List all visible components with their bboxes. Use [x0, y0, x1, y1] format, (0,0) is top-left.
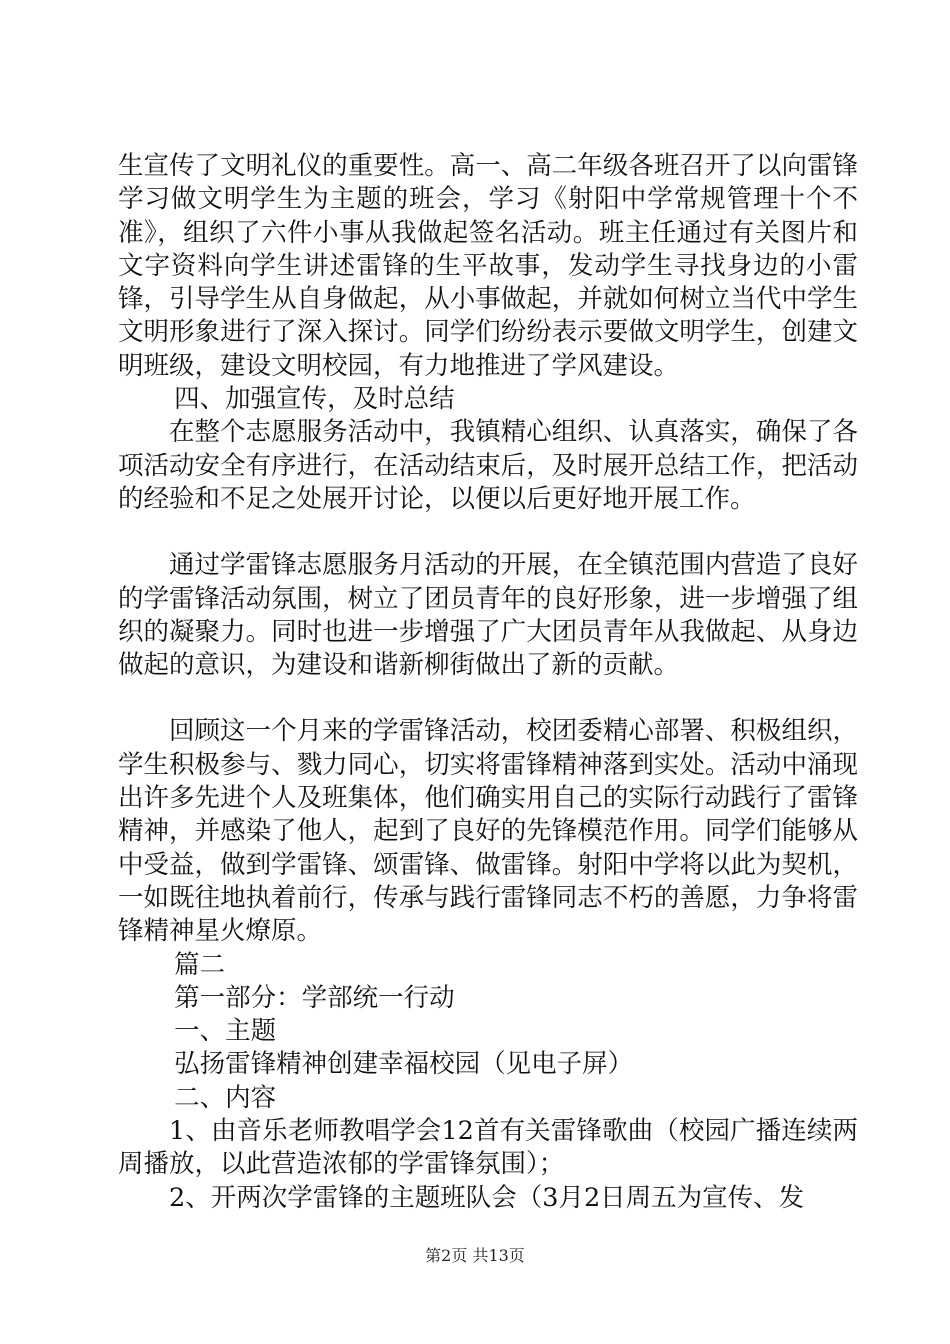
heading-content: 二、内容	[174, 1082, 277, 1113]
heading-theme: 一、主题	[174, 1016, 277, 1047]
page-number-footer: 第2页 共13页	[425, 1246, 525, 1265]
heading-part-one: 第一部分：学部统一行动	[174, 982, 455, 1013]
section-title-part-two: 篇二	[174, 949, 226, 980]
list-item-class-meeting: 2、开两次学雷锋的主题班队会（3月2日周五为宣传、发	[169, 1182, 805, 1213]
paragraph-civility: 生宣传了文明礼仪的重要性。高一、高二年级各班召开了以向雷锋学习做文明学生为主题的班会，学习《射阳中学常规管理十个不准》，组织了六件小事从我做起签名活动。班主任通过有关图片和文字资料向学生讲述雷锋的生平故事，发动学生寻找身边的小雷锋，引导学生从自身做起，从小事做起，并就如何树立当代中学生文明形象进行了深入探讨。同学们纷纷表示要做文明学生，创建文明班级，建设文明校园，有力地推进了学风建设。	[118, 151, 858, 381]
spacer	[118, 516, 858, 549]
paragraph-volunteer-month: 通过学雷锋志愿服务月活动的开展，在全镇范围内营造了良好的学雷锋活动氛围，树立了团员青年的良好形象，进一步增强了组织的凝聚力。同时也进一步增强了广大团员青年从我做起、从身边做起的意识，为建设和谐新柳街做出了新的贡献。	[118, 550, 858, 681]
document-body	[118, 150, 858, 1215]
paragraph-review: 回顾这一个月来的学雷锋活动，校团委精心部署、积极组织，学生积极参与、戮力同心，切实将雷锋精神落到实处。活动中涌现出许多先进个人及班集体，他们确实用自己的实际行动践行了雷锋精神，并感染了他人，起到了良好的先锋模范作用。同学们能够从中受益，做到学雷锋、颂雷锋、做雷锋。射阳中学将以此为契机，一如既往地执着前行，传承与践行雷锋同志不朽的善愿，力争将雷锋精神星火燎原。	[118, 716, 858, 947]
theme-text: 弘扬雷锋精神创建幸福校园（见电子屏）	[174, 1049, 634, 1080]
spacer	[118, 682, 858, 715]
paragraph-organization: 在整个志愿服务活动中，我镇精心组织、认真落实，确保了各项活动安全有序进行，在活动结束后，及时展开总结工作，把活动的经验和不足之处展开讨论，以便以后更好地开展工作。	[118, 417, 858, 514]
heading-publicity-summary: 四、加强宣传，及时总结	[174, 384, 455, 415]
list-item-songs: 1、由音乐老师教唱学会12首有关雷锋歌曲（校园广播连续两周播放，以此营造浓郁的学雷锋氛围）；	[118, 1116, 858, 1180]
